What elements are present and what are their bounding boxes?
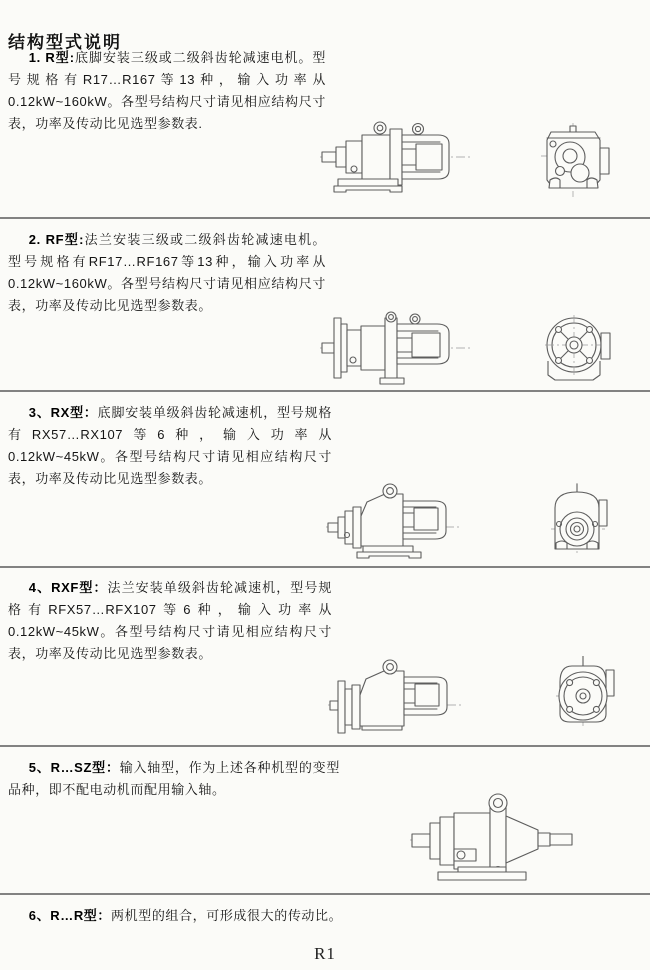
section-1-body: 底脚安装三级或二级斜齿轮减速电机。型号规格有R17…R167等13种，输入功率从0.12kW~160kW。各型号结构尺寸请见相应结构尺寸表，功率及传动比见选型参数表. bbox=[8, 50, 326, 131]
section-2-heading: 2. RF型: bbox=[28, 232, 85, 247]
page-title: 结构型式说明 bbox=[8, 33, 122, 52]
section-6-body: 两机型的组合，可形成很大的传动比。 bbox=[111, 908, 343, 923]
r-sz-type-side-view-drawing bbox=[410, 792, 574, 890]
section-divider-1 bbox=[0, 217, 650, 219]
section-3-heading: 3、RX型： bbox=[28, 405, 98, 420]
section-divider-2 bbox=[0, 390, 650, 392]
rx-type-end-view-drawing bbox=[545, 483, 611, 561]
section-4-heading: 4、RXF型： bbox=[28, 580, 108, 595]
section-5-body: 输入轴型，作为上述各种机型的变型品种，即不配电动机而配用输入轴。 bbox=[8, 760, 340, 797]
section-6-heading: 6、R…R型： bbox=[28, 908, 112, 923]
rx-type-side-view-drawing bbox=[326, 482, 460, 562]
section-divider-5 bbox=[0, 893, 650, 895]
section-2-body: 法兰安装三级或二级斜齿轮减速电机。型号规格有RF17…RF167等13种，输入功率从0.12kW~160kW。各型号结构尺寸请见相应结构尺寸表，功率及传动比见选型参数表。 bbox=[8, 232, 327, 313]
section-divider-3 bbox=[0, 566, 650, 568]
section-4-body: 法兰安装单级斜齿轮减速机，型号规格有RFX57…RFX107等6种，输入功率从0.12kW~45kW。各型号结构尺寸请见相应结构尺寸表，功率及传动比见选型参数表。 bbox=[8, 580, 332, 661]
page-number: R1 bbox=[314, 944, 336, 963]
section-5-description bbox=[8, 757, 340, 801]
section-3-body: 底脚安装单级斜齿轮减速机，型号规格有RX57…RX107等6种，输入功率从0.12kW~45kW。各型号结构尺寸请见相应结构尺寸表，功率及传动比见选型参数表。 bbox=[8, 405, 333, 486]
section-4-description bbox=[8, 577, 332, 665]
section-3-description bbox=[8, 402, 332, 490]
section-5-heading: 5、R…SZ型： bbox=[28, 760, 120, 775]
r-type-side-view-drawing bbox=[320, 116, 470, 198]
section-1-heading: 1. R型: bbox=[28, 50, 75, 65]
section-2-description bbox=[8, 229, 326, 317]
rf-type-end-view-drawing bbox=[543, 313, 613, 385]
rxf-type-side-view-drawing bbox=[328, 656, 462, 740]
section-1-description bbox=[8, 47, 326, 135]
rf-type-side-view-drawing bbox=[320, 310, 472, 388]
section-divider-4 bbox=[0, 745, 650, 747]
section-6-description bbox=[8, 905, 428, 927]
r-type-end-view-drawing bbox=[537, 123, 611, 197]
rxf-type-end-view-drawing bbox=[552, 656, 616, 732]
